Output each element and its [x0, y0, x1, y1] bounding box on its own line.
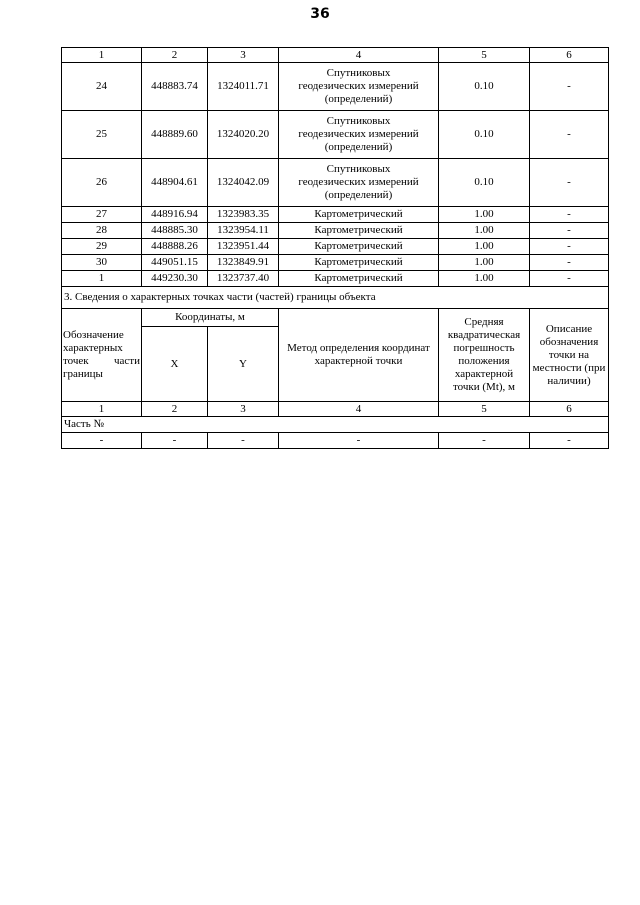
empty-cell: -	[62, 433, 142, 449]
table-row	[62, 255, 609, 271]
method-header: Метод определения координат характерной точки	[279, 309, 439, 402]
method-cell	[279, 111, 439, 159]
table-row	[62, 239, 609, 255]
column-number: 4	[279, 402, 439, 417]
table-row	[62, 207, 609, 223]
mean-error: 1.00	[439, 239, 530, 255]
x-header: X	[142, 327, 208, 402]
point-number: 26	[62, 159, 142, 207]
point-number: 30	[62, 255, 142, 271]
method-line: Спутниковых	[326, 163, 391, 175]
section-numbers-row	[62, 402, 609, 417]
coordinates-header: Координаты, м	[142, 309, 279, 327]
empty-cell: -	[279, 433, 439, 449]
method-line: (определений)	[324, 141, 393, 153]
coordinate-y: 1323737.40	[208, 271, 279, 287]
point-description: -	[530, 63, 609, 111]
coordinate-x: 448885.30	[142, 223, 208, 239]
header-numbers-row	[62, 48, 609, 63]
coordinate-y: 1324011.71	[208, 63, 279, 111]
empty-cell: -	[439, 433, 530, 449]
coordinate-x: 448889.60	[142, 111, 208, 159]
point-number: 27	[62, 207, 142, 223]
mean-error: 0.10	[439, 111, 530, 159]
coordinate-y: 1324020.20	[208, 111, 279, 159]
method-cell: Картометрический	[279, 239, 439, 255]
table-row	[62, 433, 609, 449]
table-row	[62, 159, 609, 207]
coordinate-x: 448916.94	[142, 207, 208, 223]
coordinate-x: 449051.15	[142, 255, 208, 271]
method-cell: Картометрический	[279, 207, 439, 223]
part-label-row	[62, 417, 609, 433]
part-label: Часть №	[62, 417, 609, 433]
point-description: -	[530, 271, 609, 287]
method-cell	[279, 159, 439, 207]
point-designation-header: Обозначение характерных точек части границы	[62, 309, 142, 402]
method-line: (определений)	[324, 189, 393, 201]
section-header-row	[62, 309, 609, 327]
method-cell: Картометрический	[279, 223, 439, 239]
mean-error: 1.00	[439, 223, 530, 239]
coordinate-x: 449230.30	[142, 271, 208, 287]
y-header: Y	[208, 327, 279, 402]
point-description: -	[530, 159, 609, 207]
header-number: 1	[62, 48, 142, 63]
point-description: -	[530, 111, 609, 159]
header-number: 2	[142, 48, 208, 63]
column-number: 6	[530, 402, 609, 417]
description-header: Описание обозначения точки на местности (при наличии)	[530, 309, 609, 402]
method-line: геодезических измерений	[298, 80, 419, 92]
column-number: 5	[439, 402, 530, 417]
point-description: -	[530, 207, 609, 223]
header-number: 4	[279, 48, 439, 63]
point-number: 29	[62, 239, 142, 255]
mean-error: 0.10	[439, 159, 530, 207]
method-cell: Картометрический	[279, 255, 439, 271]
table-row	[62, 223, 609, 239]
table-row	[62, 111, 609, 159]
mean-error: 0.10	[439, 63, 530, 111]
mean-error-header: Средняя квадратическая погрешность положения характерной точки (Mt), м	[439, 309, 530, 402]
coordinate-y: 1323983.35	[208, 207, 279, 223]
header-number: 6	[530, 48, 609, 63]
method-line: Спутниковых	[326, 67, 391, 79]
mean-error: 1.00	[439, 207, 530, 223]
mean-error: 1.00	[439, 271, 530, 287]
page-number: 36	[310, 6, 330, 22]
header-number: 3	[208, 48, 279, 63]
column-number: 1	[62, 402, 142, 417]
method-line: геодезических измерений	[298, 176, 419, 188]
point-number: 24	[62, 63, 142, 111]
point-description: -	[530, 255, 609, 271]
column-number: 2	[142, 402, 208, 417]
coordinate-x: 448888.26	[142, 239, 208, 255]
header-number: 5	[439, 48, 530, 63]
table-row	[62, 63, 609, 111]
method-cell: Картометрический	[279, 271, 439, 287]
empty-cell: -	[142, 433, 208, 449]
method-cell	[279, 63, 439, 111]
section-title: 3. Сведения о характерных точках части (частей) границы объекта	[62, 287, 609, 309]
method-line: геодезических измерений	[298, 128, 419, 140]
characteristic-points-table	[61, 47, 609, 449]
empty-cell: -	[208, 433, 279, 449]
mean-error: 1.00	[439, 255, 530, 271]
coordinate-y: 1324042.09	[208, 159, 279, 207]
coordinate-x: 448883.74	[142, 63, 208, 111]
point-number: 28	[62, 223, 142, 239]
table-row	[62, 271, 609, 287]
point-description: -	[530, 223, 609, 239]
coordinate-y: 1323951.44	[208, 239, 279, 255]
coordinate-x: 448904.61	[142, 159, 208, 207]
method-line: Спутниковых	[326, 115, 391, 127]
point-number: 25	[62, 111, 142, 159]
coordinate-y: 1323954.11	[208, 223, 279, 239]
point-description: -	[530, 239, 609, 255]
point-number: 1	[62, 271, 142, 287]
coordinate-y: 1323849.91	[208, 255, 279, 271]
empty-cell: -	[530, 433, 609, 449]
column-number: 3	[208, 402, 279, 417]
section-title-row	[62, 287, 609, 309]
method-line: (определений)	[324, 93, 393, 105]
